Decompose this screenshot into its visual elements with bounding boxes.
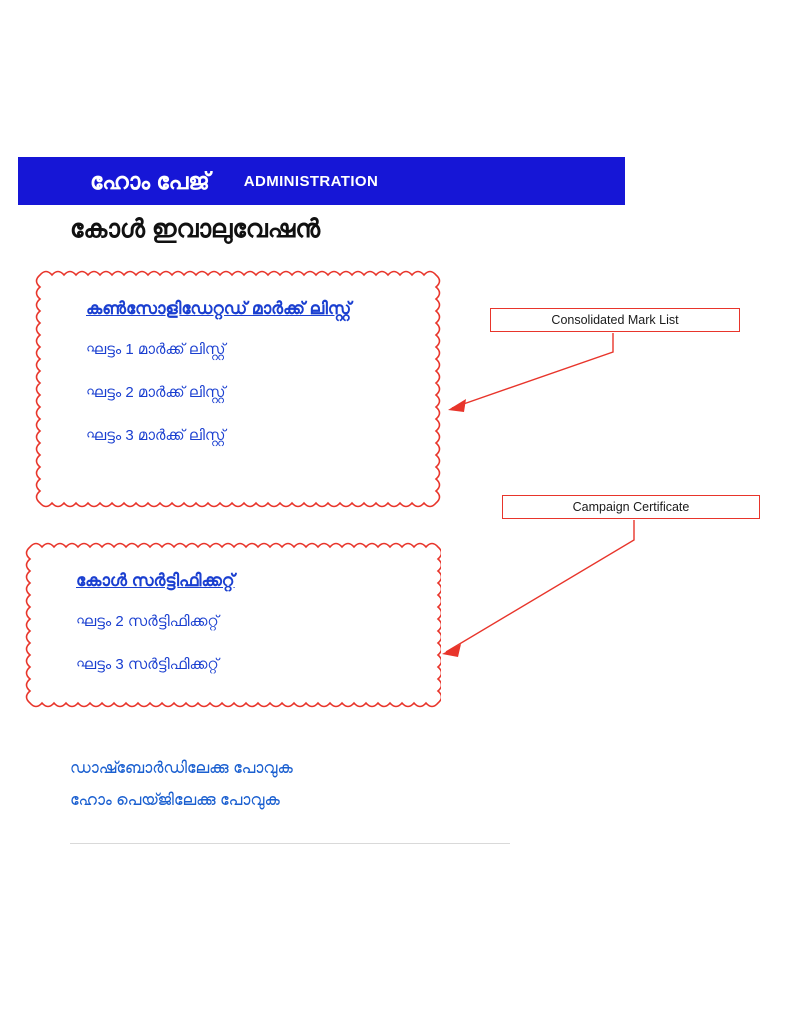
top-navigation-bar bbox=[18, 157, 625, 205]
mark-list-link-stage-1[interactable]: ഘട്ടം 1 മാര്‍ക്ക് ലിസ്റ്റ് bbox=[86, 341, 226, 358]
go-to-dashboard-link[interactable]: ഡാഷ്ബോര്‍ഡിലേക്കു പോവുക bbox=[70, 760, 293, 777]
call-certificate-panel bbox=[24, 541, 441, 713]
call-certificate-heading[interactable]: കോള്‍ സര്‍ട്ടിഫിക്കറ്റ് bbox=[76, 571, 235, 590]
certificate-link-stage-2[interactable]: ഘട്ടം 2 സര്‍ട്ടിഫിക്കറ്റ് bbox=[76, 613, 219, 630]
bottom-divider bbox=[70, 843, 510, 844]
nav-administration-label[interactable]: ADMINISTRATION bbox=[243, 172, 379, 190]
consolidated-mark-list-heading[interactable]: കണ്‍സോളിഡേറ്റഡ് മാര്‍ക്ക് ലിസ്റ്റ് bbox=[86, 299, 352, 318]
annotation-consolidated-mark-list bbox=[490, 308, 740, 332]
mark-list-link-stage-2[interactable]: ഘട്ടം 2 മാര്‍ക്ക് ലിസ്റ്റ് bbox=[86, 384, 226, 401]
certificate-link-stage-3[interactable]: ഘട്ടം 3 സര്‍ട്ടിഫിക്കറ്റ് bbox=[76, 656, 219, 673]
annotation-campaign-certificate bbox=[502, 495, 760, 519]
go-to-home-page-link[interactable]: ഹോം പെയ്ജിലേക്കു പോവുക bbox=[70, 792, 280, 809]
mark-list-link-stage-3[interactable]: ഘട്ടം 3 മാര്‍ക്ക് ലിസ്റ്റ് bbox=[86, 427, 226, 444]
consolidated-mark-list-panel bbox=[34, 269, 448, 517]
page-title: കോള്‍ ഇവാലുവേഷന്‍ bbox=[70, 215, 321, 243]
annotation-campaign-label: Campaign Certificate bbox=[572, 500, 690, 514]
bottom-navigation-links bbox=[70, 760, 500, 824]
nav-home-link[interactable]: ഹോം പേജ് bbox=[90, 167, 210, 194]
annotation-consolidated-label: Consolidated Mark List bbox=[551, 313, 679, 327]
